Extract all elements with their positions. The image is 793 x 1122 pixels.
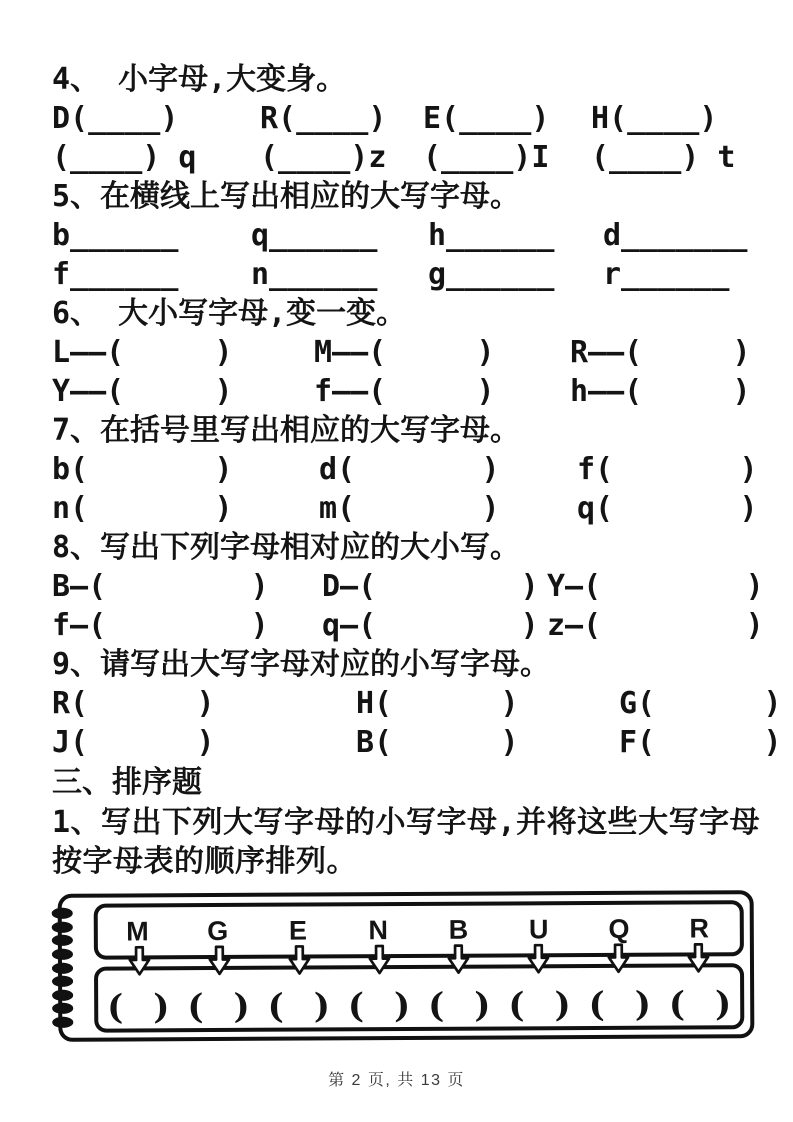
answer-cell: (____) t xyxy=(591,140,736,175)
answer-cell: F( ) xyxy=(619,725,782,760)
binding-ring xyxy=(52,976,73,987)
answer-cell: J( ) xyxy=(52,725,215,760)
answer-cell: f—( ) xyxy=(52,608,269,643)
answer-paren-pair xyxy=(499,985,579,1026)
close-paren: ) xyxy=(554,985,571,1026)
questions-container xyxy=(52,60,782,762)
answer-row xyxy=(52,606,768,645)
answer-cell: n______ xyxy=(251,257,378,292)
notebook-letter: G xyxy=(207,915,230,946)
answer-paren-pair xyxy=(259,986,339,1027)
binding-ring xyxy=(52,1003,73,1014)
notebook-letter: E xyxy=(288,915,309,946)
question-q8 xyxy=(52,528,768,645)
question-1-text: 1、写出下列大写字母的小写字母,并将这些大写字母按字母表的顺序排列。 xyxy=(52,805,761,879)
arrow-cell xyxy=(339,944,419,979)
answer-cell: f——( ) xyxy=(314,374,495,409)
arrows-row xyxy=(100,942,738,980)
answer-cell: d_______ xyxy=(603,218,748,253)
spiral-binding xyxy=(52,908,74,1028)
answer-cell: Y——( ) xyxy=(52,374,233,409)
notebook-graphic xyxy=(58,890,755,1042)
answer-row xyxy=(52,138,768,177)
answer-paren-pair xyxy=(660,984,740,1025)
answer-cell: D(____) xyxy=(52,101,179,136)
down-arrow-icon xyxy=(447,944,470,979)
answer-row xyxy=(52,372,768,411)
answer-cell: (____)I xyxy=(423,140,550,175)
question-title: 5、在横线上写出相应的大写字母。 xyxy=(52,179,521,214)
arrow-cell xyxy=(658,942,738,977)
close-paren: ) xyxy=(474,985,491,1026)
notebook-letter: Q xyxy=(608,913,631,944)
binding-ring xyxy=(52,921,73,932)
open-paren: ( xyxy=(107,987,124,1028)
close-paren: ) xyxy=(233,986,250,1027)
open-paren: ( xyxy=(428,985,445,1026)
arrow-cell xyxy=(578,943,658,978)
open-paren: ( xyxy=(588,984,605,1026)
question-q4 xyxy=(52,60,768,177)
answer-cell: n( ) xyxy=(52,491,233,526)
down-arrow-icon xyxy=(527,943,550,978)
down-arrow-icon xyxy=(687,942,710,977)
answer-cell: E(____) xyxy=(423,101,550,136)
open-paren: ( xyxy=(508,985,525,1026)
answer-cell: z—( ) xyxy=(547,608,764,643)
answer-cell: q______ xyxy=(251,218,378,253)
answer-row xyxy=(52,684,782,723)
answer-row xyxy=(52,99,768,138)
close-paren: ) xyxy=(313,986,331,1027)
binding-ring xyxy=(52,908,73,919)
worksheet-content xyxy=(52,60,782,1040)
answer-cell: b( ) xyxy=(52,452,233,487)
question-title: 4、 小字母,大变身。 xyxy=(52,62,347,97)
answer-cell: q—( ) xyxy=(322,608,539,643)
arrow-cell xyxy=(100,945,180,980)
binding-ring xyxy=(52,989,73,1000)
answer-cell: g______ xyxy=(428,257,555,292)
answer-cell: B—( ) xyxy=(52,569,269,604)
arrow-cell xyxy=(499,943,579,978)
answer-cell: L——( ) xyxy=(52,335,233,370)
answer-paren-pair xyxy=(339,985,419,1027)
answer-row xyxy=(52,216,768,255)
binding-ring xyxy=(52,935,73,946)
down-arrow-icon xyxy=(208,945,231,980)
binding-ring xyxy=(52,962,73,973)
notebook-letter: U xyxy=(528,913,550,944)
answer-cell: h——( ) xyxy=(570,374,751,409)
answer-cell: Y—( ) xyxy=(547,569,764,604)
arrow-cell xyxy=(419,944,499,979)
open-paren: ( xyxy=(347,986,365,1027)
open-paren: ( xyxy=(668,984,686,1025)
answer-cell: f______ xyxy=(52,257,179,292)
answer-row xyxy=(52,567,768,606)
open-paren: ( xyxy=(267,986,284,1027)
answer-cell: D—( ) xyxy=(322,569,539,604)
notebook-letter: R xyxy=(689,912,711,944)
answer-cell: M——( ) xyxy=(314,335,495,370)
answer-cell: R( ) xyxy=(52,686,215,721)
arrow-cell xyxy=(259,944,339,979)
answer-cell: B( ) xyxy=(356,725,519,760)
answer-row xyxy=(52,450,768,489)
answer-cell: (____)z xyxy=(260,140,387,175)
answer-paren-pair xyxy=(98,987,178,1028)
question-q5 xyxy=(52,177,768,294)
answer-row xyxy=(52,723,782,762)
answer-cell: (____) q xyxy=(52,140,197,175)
notebook-letter: N xyxy=(368,914,390,945)
question-q7 xyxy=(52,411,768,528)
section-heading: 三、排序题 xyxy=(52,765,202,800)
answer-cell: H( ) xyxy=(356,686,519,721)
answer-cell: m( ) xyxy=(319,491,500,526)
answer-paren-pair xyxy=(419,985,499,1027)
answer-cell: q( ) xyxy=(577,491,758,526)
answer-paren-pair xyxy=(178,986,258,1028)
answer-cell: r______ xyxy=(603,257,730,292)
close-paren: ) xyxy=(153,987,170,1028)
answer-row xyxy=(52,489,768,528)
binding-ring xyxy=(52,949,73,960)
close-paren: ) xyxy=(394,985,411,1027)
down-arrow-icon xyxy=(368,944,391,979)
down-arrow-icon xyxy=(607,943,630,978)
answer-cell: b______ xyxy=(52,218,179,253)
answer-cell: R——( ) xyxy=(570,335,751,370)
arrow-cell xyxy=(180,945,260,980)
answer-cell: H(____) xyxy=(591,101,718,136)
down-arrow-icon xyxy=(128,945,151,980)
question-q6 xyxy=(52,294,768,411)
answer-paren-pair xyxy=(580,984,660,1026)
notebook-letter: B xyxy=(448,914,470,945)
answer-cell: R(____) xyxy=(260,101,387,136)
binding-ring xyxy=(52,1017,73,1028)
question-title: 8、写出下列字母相对应的大小写。 xyxy=(52,530,521,565)
question-title: 9、请写出大写字母对应的小写字母。 xyxy=(52,647,551,682)
answer-cell: d( ) xyxy=(319,452,500,487)
answer-cell: f( ) xyxy=(577,452,758,487)
question-title: 6、 大小写字母,变一变。 xyxy=(52,296,407,331)
close-paren: ) xyxy=(634,984,652,1025)
notebook-letter: M xyxy=(126,915,150,946)
answer-cell: h______ xyxy=(428,218,555,253)
question-title: 7、在括号里写出相应的大写字母。 xyxy=(52,413,521,448)
open-paren: ( xyxy=(187,987,204,1028)
question-q9 xyxy=(52,645,782,762)
answer-cell: G( ) xyxy=(619,686,782,721)
close-paren: ) xyxy=(715,984,732,1025)
down-arrow-icon xyxy=(288,944,311,979)
answer-row xyxy=(52,333,768,372)
page-footer: 第 2 页, 共 13 页 xyxy=(328,1072,465,1089)
answer-row xyxy=(52,255,768,294)
